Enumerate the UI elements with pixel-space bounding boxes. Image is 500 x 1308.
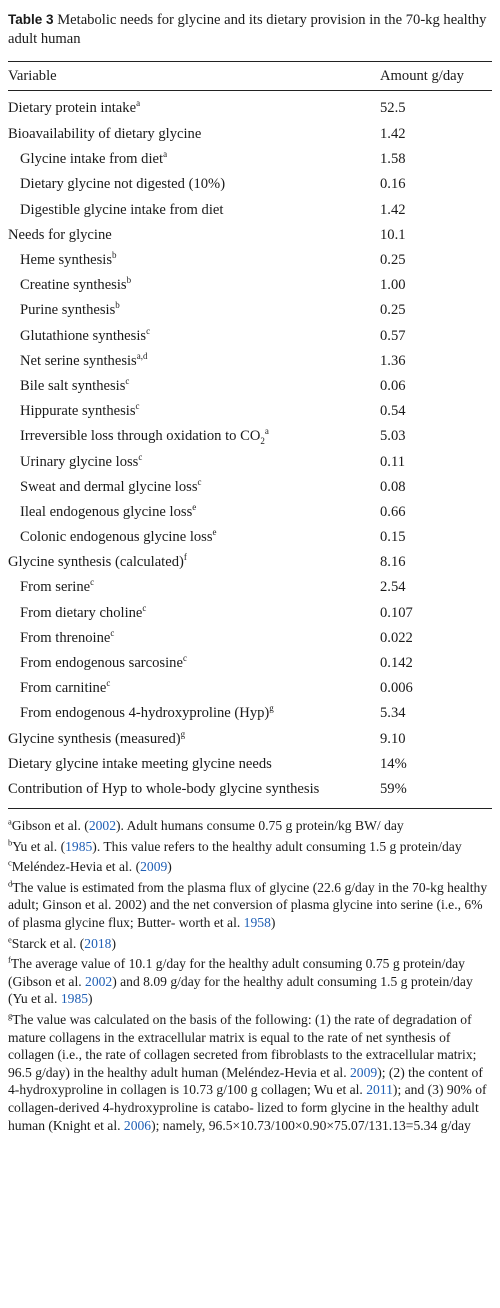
footnote-mark: c	[182, 653, 187, 664]
variable-text: Creatine synthesis	[20, 277, 127, 294]
cell-variable	[8, 626, 372, 651]
variable-text: Glutathione synthesis	[20, 327, 147, 344]
variable-text: Glycine synthesis (measured)	[8, 730, 181, 747]
table-row	[8, 172, 492, 197]
table-row	[8, 727, 492, 752]
variable-text: From endogenous sarcosine	[20, 655, 183, 672]
cell-amount: 0.66	[380, 503, 406, 520]
variable-text: Purine synthesis	[20, 302, 116, 319]
table-row	[8, 449, 492, 474]
citation-link[interactable]: 2018	[84, 935, 112, 951]
citation-link[interactable]: 1985	[60, 991, 89, 1007]
variable-text: Hippurate synthesis	[20, 403, 136, 420]
citation-link[interactable]: 2009	[140, 859, 168, 875]
footnote-mark: a	[136, 98, 141, 109]
footnote-text: Gibson et al. (	[11, 818, 89, 834]
variable-text: From endogenous 4-hydroxyproline (Hyp)	[20, 705, 270, 722]
cell-variable	[8, 575, 372, 600]
table-row	[8, 626, 492, 651]
table-row	[8, 575, 492, 600]
cell-variable	[8, 172, 372, 197]
footnote-mark: c	[110, 627, 115, 638]
footnote-c	[8, 858, 492, 876]
cell-amount: 1.42	[380, 201, 406, 218]
table-row	[8, 701, 492, 726]
cell-variable	[8, 701, 372, 726]
variable-text: Irreversible loss through oxidation to CO	[20, 428, 261, 445]
footnote-text: ) and 8.09 g/day for the healthy adult consuming 1.5 g protein/day (Yu et al.	[8, 973, 473, 1007]
citation-link[interactable]: 2006	[123, 1117, 152, 1133]
cell-amount: 0.08	[380, 478, 406, 495]
cell-amount: 1.42	[380, 126, 406, 143]
footnote-mark: b	[115, 300, 120, 311]
footnote-mark: a	[264, 426, 269, 437]
cell-variable	[8, 752, 372, 777]
cell-amount: 0.006	[380, 680, 413, 697]
cell-amount: 0.11	[380, 453, 405, 470]
variable-text: Heme synthesis	[20, 252, 113, 269]
cell-amount: 10.1	[380, 226, 406, 243]
footnote-text: ). Adult humans consume 0.75 g protein/kg BW/ day	[116, 818, 404, 834]
footnote-a	[8, 817, 492, 835]
footnote-mark: a,d	[136, 350, 148, 361]
cell-amount: 0.022	[380, 629, 413, 646]
cell-variable	[8, 500, 372, 525]
variable-text: Glycine synthesis (calculated)	[8, 554, 184, 571]
variable-text: From carnitine	[20, 680, 107, 697]
cell-amount: 8.16	[380, 554, 406, 571]
cell-variable	[8, 298, 372, 323]
cell-amount: 0.107	[380, 604, 413, 621]
cell-amount: 1.36	[380, 352, 406, 369]
cell-variable	[8, 374, 372, 399]
variable-text: Dietary glycine intake meeting glycine needs	[8, 755, 272, 772]
footnote-mark: g	[180, 728, 186, 739]
table-row	[8, 651, 492, 676]
footnote-text: The average value of 10.1 g/day for the healthy adult consuming 0.75 g protein/day (Gibson et al.	[8, 956, 465, 989]
table-row	[8, 122, 492, 147]
citation-link[interactable]: 1958	[243, 915, 271, 931]
table-row	[8, 324, 492, 349]
table-body	[8, 91, 492, 807]
variable-text: Dietary glycine not digested (10%)	[20, 176, 226, 193]
table-row	[8, 424, 492, 449]
cell-variable	[8, 449, 372, 474]
cell-amount: 5.03	[380, 428, 406, 445]
table-row	[8, 198, 492, 223]
cell-variable	[8, 550, 372, 575]
footnote-text: Yu et al. (	[12, 838, 66, 854]
cell-amount: 0.15	[380, 529, 406, 546]
cell-amount: 0.06	[380, 377, 406, 394]
citation-link[interactable]: 1985	[65, 838, 93, 854]
table-row	[8, 374, 492, 399]
table-row	[8, 676, 492, 701]
cell-amount: 1.00	[380, 277, 406, 294]
cell-variable	[8, 349, 372, 374]
cell-variable	[8, 223, 372, 248]
citation-link[interactable]: 2002	[85, 973, 113, 989]
footnote-text: ); and (3) 90% of collagen-derived 4-hydroxyproline is catabo- lized to form glycine in the healthy adult human (Knight et al.	[8, 1082, 487, 1133]
footnote-mark: b	[8, 837, 13, 848]
footnotes	[8, 817, 492, 1134]
cell-variable	[8, 475, 372, 500]
variable-text: Bile salt synthesis	[20, 377, 126, 394]
variable-text: Digestible glycine intake from diet	[20, 201, 224, 218]
footnote-text: The value was calculated on the basis of the following: (1) the rate of degradation of mature collagens in the extracellular matrix is equal to the rate of net synthesis of collagen (i.e., the rate of collagen secreted from fibroblasts to the extracellular matrix; 96.5 g/day) in the healthy adult human (Meléndez-Hevia et al.	[8, 1012, 477, 1080]
bottom-rule	[8, 808, 492, 809]
cell-variable	[8, 122, 372, 147]
header-variable: Variable	[8, 67, 57, 84]
footnote-mark: c	[138, 451, 143, 462]
variable-text: From serine	[20, 579, 91, 596]
cell-variable	[8, 777, 372, 806]
footnote-text: ); namely, 96.5×10.73/100×0.90×75.07/131.13=5.34 g/day	[151, 1117, 471, 1133]
cell-amount: 0.142	[380, 655, 413, 672]
footnote-f	[8, 955, 492, 1008]
footnote-mark: a	[163, 149, 168, 160]
variable-text: Colonic endogenous glycine loss	[20, 529, 213, 546]
footnote-text: The value is estimated from the plasma flux of glycine (22.6 g/day in the 70-kg healthy adult; Ginson et al. 2002) and the net conversion of plasma glycine into serine (i.e., 6% of plasma glycine flux; Butter- worth et al.	[8, 879, 488, 931]
table-row	[8, 91, 492, 123]
cell-amount: 59%	[380, 780, 407, 797]
glycine-table	[8, 62, 492, 806]
table-row	[8, 349, 492, 374]
footnote-e	[8, 935, 492, 953]
cell-variable	[8, 525, 372, 550]
footnote-mark: c	[146, 325, 151, 336]
cell-amount: 1.58	[380, 151, 406, 168]
footnote-d	[8, 879, 492, 932]
cell-amount: 0.57	[380, 327, 406, 344]
footnote-mark: e	[212, 527, 217, 538]
variable-text: Needs for glycine	[8, 226, 112, 243]
table-label: Table 3	[8, 12, 54, 27]
footnote-mark: c	[90, 577, 95, 588]
table-row	[8, 223, 492, 248]
cell-amount: 0.54	[380, 403, 406, 420]
citation-link[interactable]: 2009	[350, 1064, 378, 1080]
cell-variable	[8, 601, 372, 626]
variable-text: From threnoine	[20, 629, 111, 646]
cell-amount: 52.5	[380, 100, 406, 116]
footnote-mark: e	[8, 934, 12, 945]
footnote-mark: d	[8, 878, 13, 889]
cell-variable	[8, 198, 372, 223]
cell-variable	[8, 147, 372, 172]
variable-text: Dietary protein intake	[8, 100, 137, 116]
footnote-text: Meléndez-Hevia et al. (	[11, 859, 141, 875]
subscript: 2	[260, 436, 265, 447]
footnote-mark: c	[106, 678, 111, 689]
footnote-mark: e	[192, 502, 197, 513]
cell-amount: 0.16	[380, 176, 406, 193]
cell-amount: 0.25	[380, 302, 406, 319]
footnote-mark: c	[135, 401, 140, 412]
footnote-text: ). This value refers to the healthy adult consuming 1.5 g protein/day	[92, 838, 462, 854]
variable-text: Ileal endogenous glycine loss	[20, 503, 193, 520]
cell-amount: 0.25	[380, 252, 406, 269]
cell-amount: 14%	[380, 755, 407, 772]
cell-amount: 9.10	[380, 730, 406, 747]
cell-variable	[8, 676, 372, 701]
cell-amount: 2.54	[380, 579, 406, 596]
cell-variable	[8, 424, 372, 449]
cell-variable	[8, 273, 372, 298]
table-title: Metabolic needs for glycine and its dietary provision in the 70-kg healthy adult human	[8, 12, 487, 47]
table-row	[8, 500, 492, 525]
variable-text: Net serine synthesis	[20, 352, 137, 369]
table-row	[8, 147, 492, 172]
footnote-mark: f	[8, 954, 11, 965]
variable-text: From dietary choline	[20, 604, 143, 621]
table-row	[8, 601, 492, 626]
footnote-mark: c	[142, 602, 147, 613]
footnote-mark: a	[8, 816, 12, 827]
cell-amount: 5.34	[380, 705, 406, 722]
cell-variable	[8, 727, 372, 752]
table-row	[8, 248, 492, 273]
footnote-mark: c	[8, 857, 12, 868]
variable-text: Sweat and dermal glycine loss	[20, 478, 198, 495]
footnote-mark: c	[125, 376, 130, 387]
variable-text: Urinary glycine loss	[20, 453, 139, 470]
table-caption	[8, 10, 492, 49]
footnote-text: )	[270, 915, 276, 931]
footnote-text: )	[111, 935, 116, 951]
cell-variable	[8, 324, 372, 349]
table-header-row	[8, 62, 492, 91]
table-row	[8, 550, 492, 575]
footnote-text: ); (2) the content of 4-hydroxyproline in collagen is 10.73 g/100 g collagen; Wu et al.	[8, 1064, 483, 1098]
footnote-text: )	[167, 859, 172, 875]
cell-variable	[8, 399, 372, 424]
cell-variable	[8, 651, 372, 676]
header-amount: Amount g/day	[380, 67, 464, 84]
variable-text: Glycine intake from diet	[20, 151, 164, 168]
table-row	[8, 298, 492, 323]
footnote-mark: b	[112, 250, 117, 261]
table-row	[8, 525, 492, 550]
table-row	[8, 273, 492, 298]
footnote-g	[8, 1011, 492, 1134]
table-row	[8, 752, 492, 777]
variable-text: Bioavailability of dietary glycine	[8, 126, 202, 143]
table-row	[8, 399, 492, 424]
footnote-b	[8, 838, 492, 856]
cell-variable	[8, 91, 372, 123]
variable-text: Contribution of Hyp to whole-body glycine synthesis	[8, 780, 320, 797]
footnote-mark: b	[126, 275, 132, 286]
table-row	[8, 475, 492, 500]
footnote-mark: f	[183, 552, 187, 563]
citation-link[interactable]: 2002	[88, 818, 116, 834]
table-row	[8, 777, 492, 806]
cell-variable	[8, 248, 372, 273]
footnote-text: Starck et al. (	[11, 935, 85, 951]
footnote-mark: c	[197, 476, 202, 487]
footnote-mark: g	[8, 1010, 13, 1021]
citation-link[interactable]: 2011	[366, 1082, 393, 1098]
footnote-text: )	[88, 991, 93, 1007]
footnote-mark: g	[269, 703, 274, 714]
